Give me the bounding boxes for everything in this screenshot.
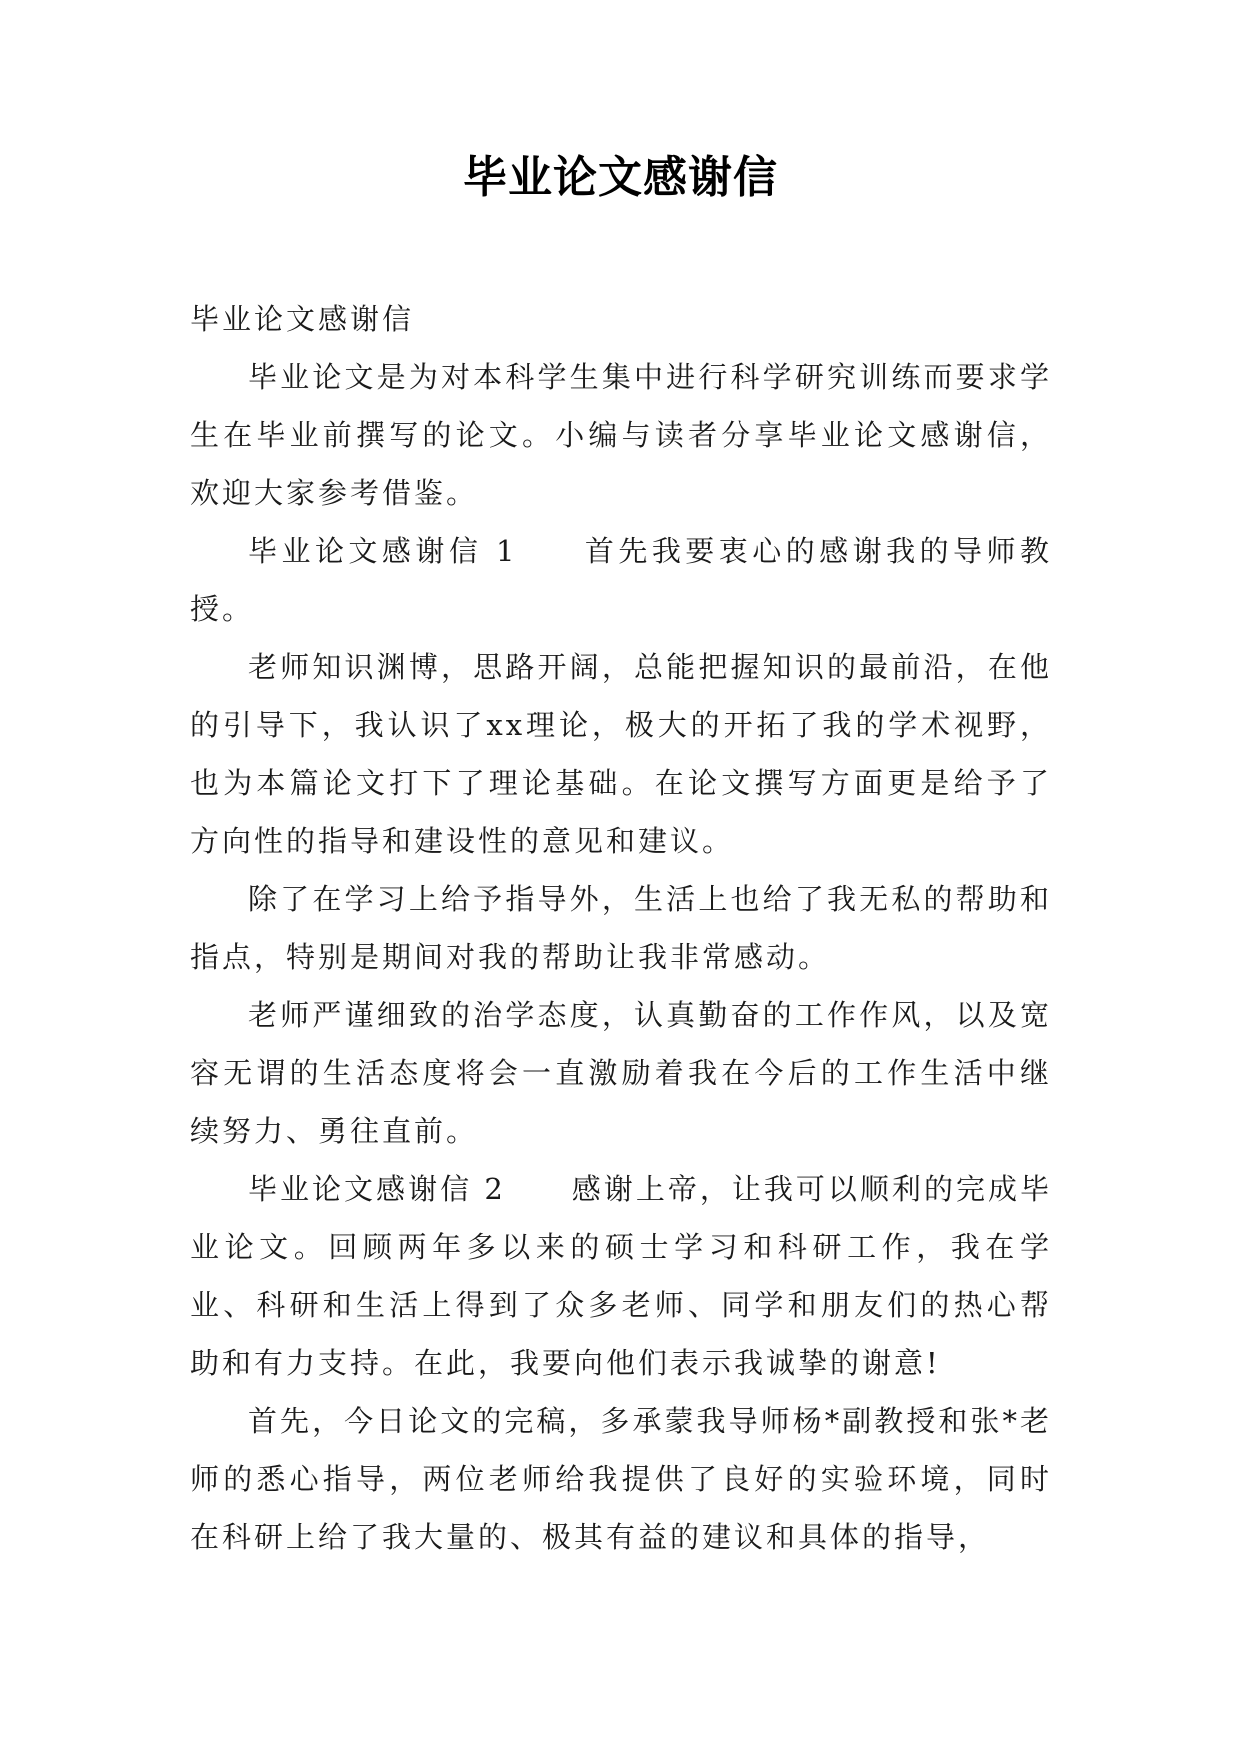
letter-1-heading: 毕业论文感谢信 1 — [248, 534, 518, 568]
document-title: 毕业论文感谢信 — [463, 152, 778, 203]
document-body — [190, 290, 1052, 1566]
body-paragraph: 除了在学习上给予指导外，生活上也给了我无私的帮助和指点，特别是期间对我的帮助让我非常感动。 — [190, 882, 1052, 974]
body-paragraph: 老师知识渊博，思路开阔，总能把握知识的最前沿，在他的引导下，我认识了xx理论，极大的开拓了我的学术视野，也为本篇论文打下了理论基础。在论文撰写方面更是给予了方向性的指导和建设性的意见和建议。 — [190, 650, 1052, 858]
letter-2-paragraph — [190, 1160, 1052, 1392]
body-paragraph: 老师严谨细致的治学态度，认真勤奋的工作作风，以及宽容无谓的生活态度将会一直激励着我在今后的工作生活中继续努力、勇往直前。 — [190, 998, 1052, 1148]
letter-1-paragraph — [190, 522, 1052, 638]
letter-1-text: 首先我要衷心的感谢我的导师教授。 — [190, 534, 1052, 626]
body-paragraph: 首先，今日论文的完稿，多承蒙我导师杨*副教授和张*老师的悉心指导，两位老师给我提供了良好的实验环境，同时在科研上给了我大量的、极其有益的建议和具体的指导， — [190, 1404, 1052, 1554]
letter-2-heading: 毕业论文感谢信 2 — [248, 1172, 506, 1206]
intro-paragraph: 毕业论文是为对本科学生集中进行科学研究训练而要求学生在毕业前撰写的论文。小编与读者分享毕业论文感谢信，欢迎大家参考借鉴。 — [190, 360, 1052, 510]
document-subtitle: 毕业论文感谢信 — [190, 302, 415, 336]
letter-2-text: 感谢上帝，让我可以顺利的完成毕业论文。回顾两年多以来的硕士学习和科研工作，我在学业、科研和生活上得到了众多老师、同学和朋友们的热心帮助和有力支持。在此，我要向他们表示我诚挚的谢意! — [190, 1172, 1052, 1380]
